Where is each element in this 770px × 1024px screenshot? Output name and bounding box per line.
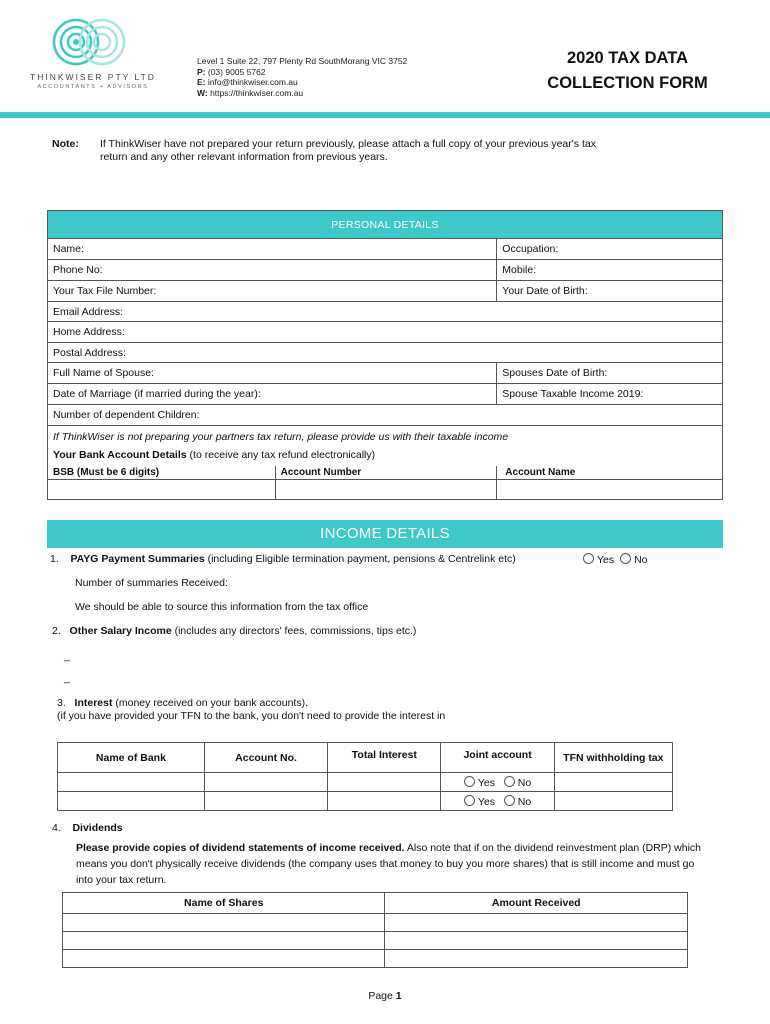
dividends-instructions: Please provide copies of dividend statements of income received. Also note that if on the dividend reinvestment plan (DRP) which means you don't physically receive dividends (the company uses that money to buy you more shares) that is still income and must go into your tax return. [76,842,702,886]
joint-radio-cell: Yes No [441,792,554,811]
total-interest-input[interactable] [328,792,441,811]
table-row [63,932,688,950]
header-divider [0,112,770,118]
account-number-input[interactable] [275,480,497,500]
joint-no-radio[interactable] [504,776,515,787]
interest-item: 3. Interest (money received on your bank accounts). [57,697,308,709]
dividends-item: 4. Dividends [52,822,123,834]
note-label: Note: [52,138,79,150]
shares-input[interactable] [63,932,385,950]
interest-tfn-note: (if you have provided your TFN to the bank, you don't need to provide the interest in [57,710,446,722]
bank-name-input[interactable] [58,773,205,792]
bsb-input[interactable] [48,480,276,500]
table-row [58,773,673,792]
amount-input[interactable] [385,914,688,932]
spouse-dob-field[interactable]: Spouses Date of Birth: [497,363,723,384]
phone-line: P: (03) 9005 5762 [197,66,266,77]
partner-bank-cell [48,426,723,466]
marriage-date-field[interactable]: Date of Marriage (if married during the year): [48,384,497,405]
col-joint-account: Joint account [441,743,554,773]
other-salary-item: 2. Other Salary Income (includes any directors' fees, commissions, tips etc.) [52,625,417,637]
email-field[interactable]: Email Address: [48,302,723,322]
postal-address-field[interactable]: Postal Address: [48,343,723,363]
shares-input[interactable] [63,914,385,932]
bank-details-heading: Your Bank Account Details (to receive any tax refund electronically) [53,449,376,461]
home-address-field[interactable]: Home Address: [48,322,723,343]
source-note: We should be able to source this information from the tax office [75,601,369,613]
shares-input[interactable] [63,950,385,968]
bank-name-input[interactable] [58,792,205,811]
account-number-header: Account Number [275,466,497,480]
name-field[interactable]: Name: [48,239,497,260]
phone-field[interactable]: Phone No: [48,260,497,281]
form-title: 2020 TAX DATA COLLECTION FORM [547,49,708,92]
joint-radio-cell: Yes No [441,773,554,792]
joint-yes-radio[interactable] [464,776,475,787]
bsb-header: BSB (Must be 6 digits) [48,466,276,480]
mobile-field[interactable]: Mobile: [497,260,723,281]
payg-radio-group: Yes No [583,553,648,566]
web-line: W: https://thinkwiser.com.au [197,87,304,98]
address-line: Level 1 Suite 22, 797 Plenty Rd SouthMorang VIC 3752 [197,56,408,66]
joint-yes-radio[interactable] [464,795,475,806]
account-no-input[interactable] [204,792,327,811]
table-row [63,914,688,932]
spouse-income-field[interactable]: Spouse Taxable Income 2019: [497,384,723,405]
tfn-withholding-input[interactable] [554,792,672,811]
col-tfn-withholding: TFN withholding tax [554,743,672,773]
account-name-input[interactable] [497,480,723,500]
tfn-withholding-input[interactable] [554,773,672,792]
payg-item: 1. PAYG Payment Summaries (including Eligible termination payment, pensions & Centrelink etc) [50,553,516,565]
company-name: THINKWISER PTY LTD [30,72,156,82]
note-text: If ThinkWiser have not prepared your return previously, please attach a full copy of your previous year's tax return and any other relevant information from previous years. [100,138,596,163]
interest-table [57,742,673,811]
dependents-field[interactable]: Number of dependent Children: [48,405,723,426]
account-name-header: Account Name [497,466,723,480]
col-total-interest: Total Interest [328,743,441,773]
amount-input[interactable] [385,950,688,968]
account-no-input[interactable] [204,773,327,792]
dividends-table [62,892,688,968]
col-account: Account No. [204,743,327,773]
email-line: E: info@thinkwiser.com.au [197,77,298,87]
col-bank: Name of Bank [58,743,205,773]
table-row [58,792,673,811]
payg-no-radio[interactable] [620,553,631,564]
other-salary-line-2[interactable]: _ [64,672,70,684]
col-amount-received: Amount Received [385,893,688,914]
amount-input[interactable] [385,932,688,950]
summaries-received: Number of summaries Received: [75,577,228,589]
table-row [63,950,688,968]
joint-no-radio[interactable] [504,795,515,806]
company-tagline: ACCOUNTANTS + ADVISORS [37,84,149,90]
income-details-heading: INCOME DETAILS [47,520,723,548]
tfn-field[interactable]: Your Tax File Number: [48,281,497,302]
col-shares: Name of Shares [63,893,385,914]
contact-block [197,56,407,98]
total-interest-input[interactable] [328,773,441,792]
occupation-field[interactable]: Occupation: [497,239,723,260]
other-salary-line-1[interactable]: _ [64,650,70,662]
spouse-name-field[interactable]: Full Name of Spouse: [48,363,497,384]
personal-details-heading: PERSONAL DETAILS [48,211,723,239]
payg-yes-radio[interactable] [583,553,594,564]
personal-details-table [47,210,723,500]
page-number: Page 1 [368,990,402,1002]
partner-income-note: If ThinkWiser is not preparing your partners tax return, please provide us with their taxable income [53,431,509,443]
dob-field[interactable]: Your Date of Birth: [497,281,723,302]
